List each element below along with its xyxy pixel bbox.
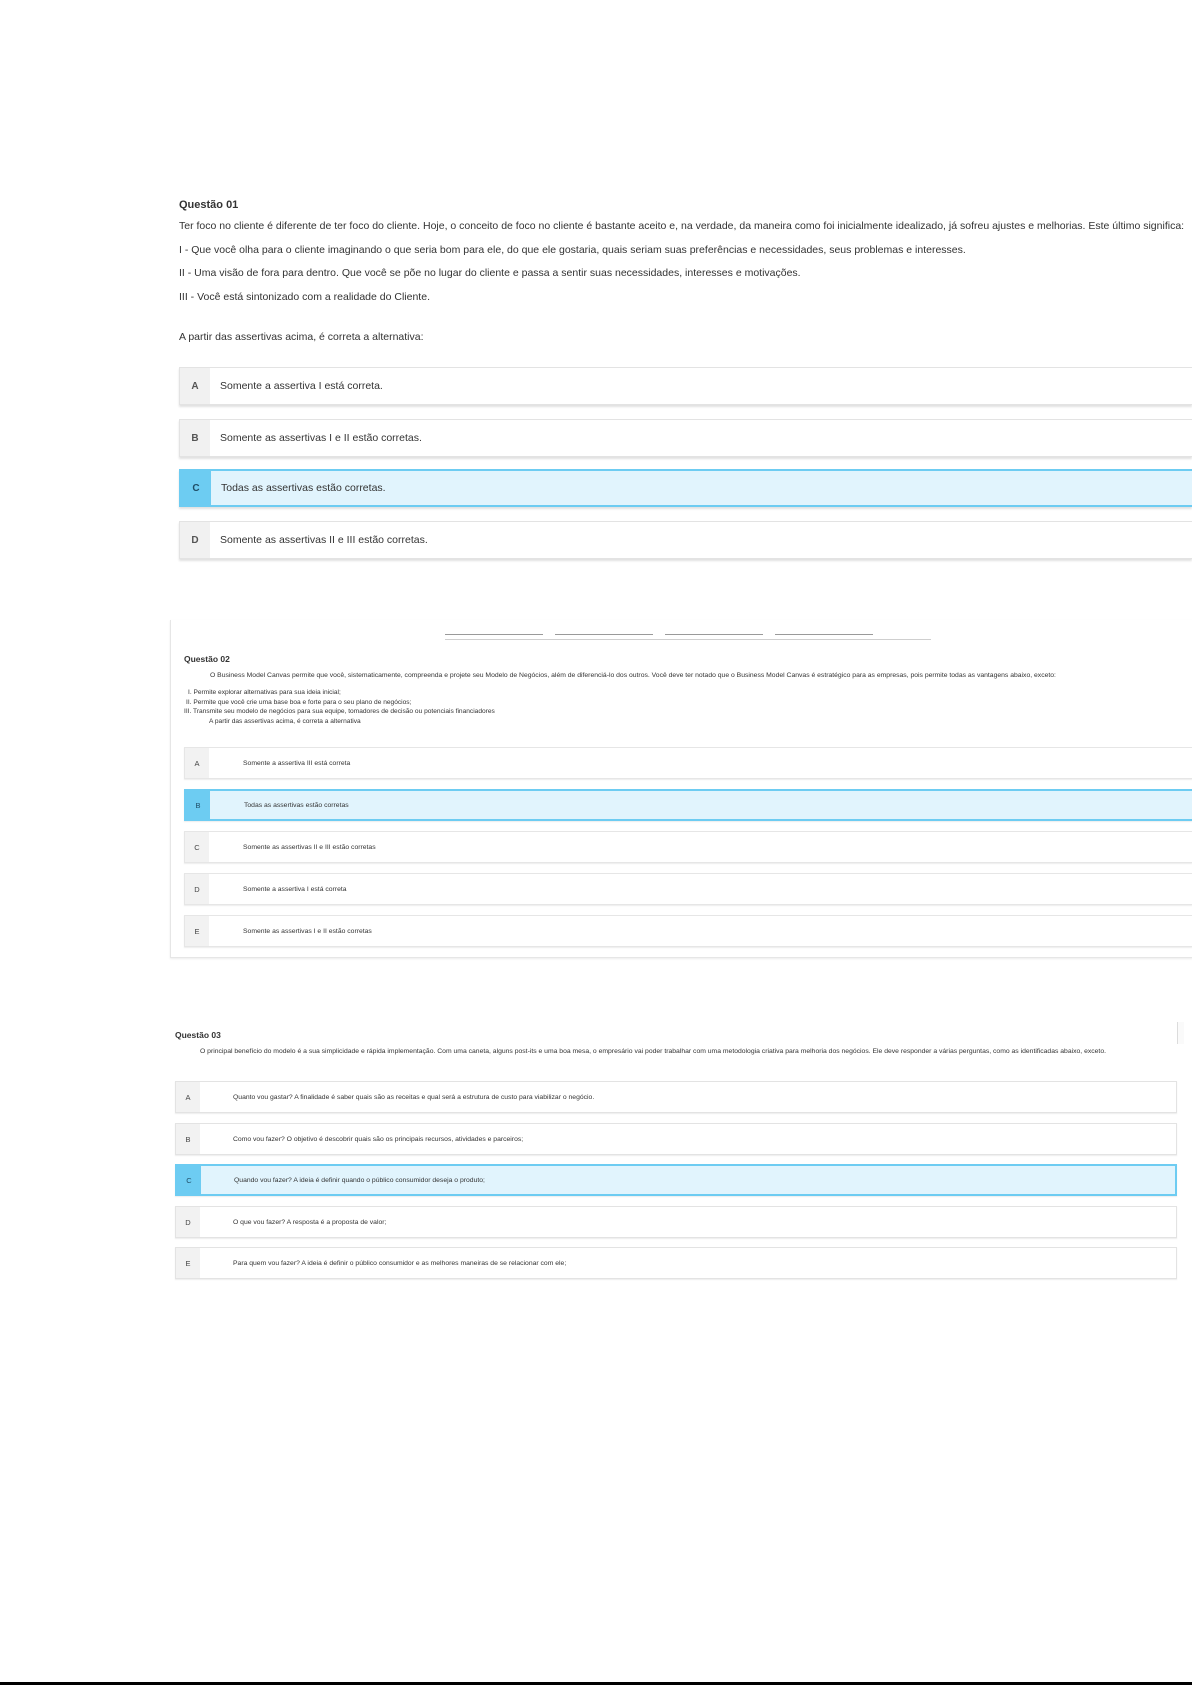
question-statement: Ter foco no cliente é diferente de ter foco do cliente. Hoje, o conceito de foco no cliente é bastante aceito e, na verdade, da maneira como foi inicialmente idealizado, já sofreu ajustes e melhorias. Este último significa:	[179, 220, 1185, 232]
option-letter: D	[180, 522, 210, 558]
option-letter: C	[185, 832, 209, 862]
answer-option-b[interactable]	[175, 1123, 1177, 1155]
option-text: Somente as assertivas II e III estão corretas.	[220, 534, 428, 546]
answer-option-a[interactable]	[175, 1081, 1177, 1113]
answer-option-e[interactable]	[175, 1247, 1177, 1279]
option-text: Quando vou fazer? A ideia é definir quando o público consumidor deseja o produto;	[234, 1176, 485, 1184]
assertion-3: III - Você está sintonizado com a realidade do Cliente.	[179, 290, 430, 303]
answer-option-d[interactable]	[179, 521, 1192, 559]
answer-option-c[interactable]	[184, 831, 1192, 863]
assertion-2: II. Permite que você crie uma base boa e forte para o seu plano de negócios;	[186, 698, 412, 706]
option-letter: A	[180, 368, 210, 404]
answer-option-c-selected[interactable]	[179, 469, 1192, 507]
answer-option-b-selected[interactable]	[184, 789, 1192, 821]
option-letter: C	[177, 1166, 201, 1194]
question-prompt: A partir das assertivas acima, é correta a alternativa	[209, 717, 361, 725]
option-text: Somente a assertiva I está correta.	[220, 380, 383, 392]
answer-option-a[interactable]	[179, 367, 1192, 405]
option-text: Somente as assertivas II e III estão corretas	[243, 843, 376, 851]
option-text: Todas as assertivas estão corretas	[244, 801, 349, 809]
option-text: Para quem vou fazer? A ideia é definir o público consumidor e as melhores maneiras de se relacionar com ele;	[233, 1259, 567, 1267]
option-text: Quanto vou gastar? A finalidade é saber quais são as receitas e qual será a estrutura de custo para viabilizar o negócio.	[233, 1093, 595, 1101]
option-letter: E	[185, 916, 209, 946]
option-text: Somente as assertivas I e II estão corretas	[243, 927, 372, 935]
assertion-1: I. Permite explorar alternativas para sua ideia inicial;	[188, 689, 341, 696]
answer-option-e[interactable]	[184, 915, 1192, 947]
assertion-3: III. Transmite seu modelo de negócios para sua equipe, tomadores de decisão ou potenciais financiadores	[184, 708, 495, 715]
option-text: Somente a assertiva III está correta	[243, 759, 351, 767]
scroll-edge	[1177, 1022, 1184, 1044]
option-letter: D	[176, 1207, 200, 1237]
question-title: Questão 02	[184, 654, 230, 664]
option-letter: A	[176, 1082, 200, 1112]
option-letter: E	[176, 1248, 200, 1278]
assertion-1: I - Que você olha para o cliente imaginando o que seria bom para ele, do que ele gostaria, quais seriam suas preferências e necessidades, seus problemas e interesses.	[179, 243, 966, 256]
answer-option-b[interactable]	[179, 419, 1192, 457]
answer-option-a[interactable]	[184, 747, 1192, 779]
option-text: Somente a assertiva I está correta	[243, 885, 347, 893]
question-prompt: A partir das assertivas acima, é correta a alternativa:	[179, 330, 424, 343]
option-letter: B	[186, 791, 210, 819]
assertion-2: II - Uma visão de fora para dentro. Que você se põe no lugar do cliente e passa a sentir suas necessidades, interesses e motivações.	[179, 267, 801, 279]
question-02	[184, 654, 1192, 936]
question-statement: O principal benefício do modelo é a sua simplicidade e rápida implementação. Com uma caneta, alguns post-its e uma boa mesa, o empresário vai poder trabalhar com uma metodologia criativa para melhoria dos negócios. Ele deve responder a várias perguntas, como as identificadas abaixo, exceto.	[200, 1048, 1106, 1055]
option-letter: B	[176, 1124, 200, 1154]
question-title: Questão 01	[179, 199, 239, 211]
option-letter: C	[181, 471, 211, 505]
option-letter: A	[185, 748, 209, 778]
question-title: Questão 03	[175, 1030, 221, 1040]
option-text: Somente as assertivas I e II estão corretas.	[220, 432, 422, 444]
question-statement: O Business Model Canvas permite que você, sistematicamente, compreenda e projete seu Modelo de Negócios, além de diferenciá-lo dos outros. Você deve ter notado que o Business Model Canvas é estratégico para as empresas, pois permite todas as vantagens abaixo, exceto:	[210, 672, 1056, 679]
option-letter: D	[185, 874, 209, 904]
option-text: Como vou fazer? O objetivo é descobrir quais são os principais recursos, atividades e parceiros;	[233, 1135, 524, 1143]
question-01	[179, 199, 1192, 546]
option-text: O que vou fazer? A resposta é a proposta de valor;	[233, 1218, 387, 1226]
answer-option-d[interactable]	[175, 1206, 1177, 1238]
answer-option-d[interactable]	[184, 873, 1192, 905]
option-letter: B	[180, 420, 210, 456]
question-03	[175, 1030, 1177, 1268]
option-text: Todas as assertivas estão corretas.	[221, 482, 386, 494]
answer-option-c-selected[interactable]	[175, 1164, 1177, 1196]
